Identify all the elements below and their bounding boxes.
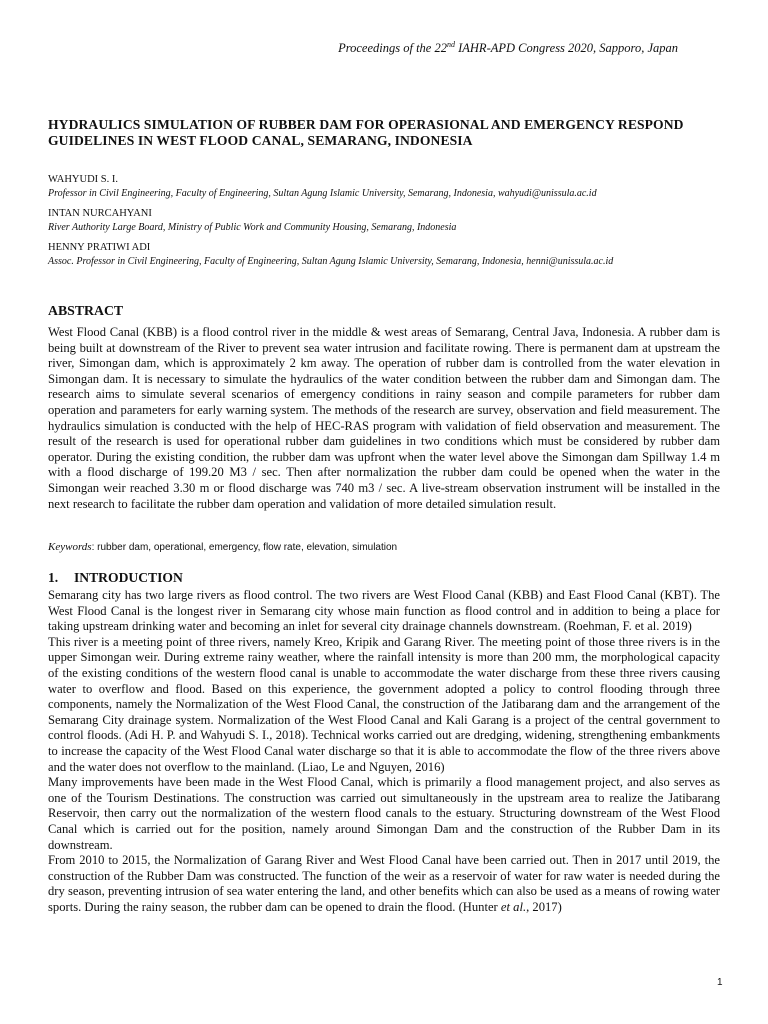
abstract-body: West Flood Canal (KBB) is a flood control river in the middle & west areas of Semarang, Central Java, Indonesia. A rubber dam is being built at downstream of the River to prevent sea water intrusion and facilitate rowing. There is permanent dam at upstream the river, Simongan dam, which is approximately 2 km away. The operation of rubber dam is controlled from the water elevation in Simongan dam. It is necessary to simulate the hydraulics of the water condition between the rubber dam and Simongan dam. The research aims to simulate several scenarios of emergency conditions in rainy season and compile parameters for rubber dam operation and parameters for early warning system. The methods of the research are survey, observation and field measurement. The hydraulics simulation is conducted with the help of HEC-RAS program with validation of field observation and measurement. The result of the research is used for operational rubber dam guidelines in two conditions which must be considered by rubber dam operator. During the existing condition, the rubber dam was upfront when the water level above the Simongan dam Spillway 1.4 m with a flood discharge of 199.20 M3 / sec. Then after normalization the rubber dam could be opened when the water in the Simongan weir reached 3.30 m or flood discharge was 740 m3 / sec. A live-stream observation instrument will be installed in the next research to facilitate the rubber dam operation and validation of more detailed simulation result. xyxy=(48,325,720,511)
keywords-text: : rubber dam, operational, emergency, flow rate, elevation, simulation xyxy=(91,542,398,553)
section-title: INTRODUCTION xyxy=(74,570,183,585)
paper-title: HYDRAULICS SIMULATION OF RUBBER DAM FOR OPERASIONAL AND EMERGENCY RESPOND GUIDELINES IN WEST FLOOD CANAL, SEMARANG, INDONESIA xyxy=(48,117,684,148)
introduction-body xyxy=(48,588,720,915)
paragraph: From 2010 to 2015, the Normalization of Garang River and West Flood Canal have been carried out. Then in 2017 until 2019, the construction of the Rubber Dam was constructed. The function of the weir as a reservoir of water for raw water is needed during the dry season, preventing intrusion of sea water entering the land, and other benefits which can also be used as a means of rowing water sports. During the rainy season, the rubber dam can be opened to drain the flood. (Hunter et al., 2017) xyxy=(48,853,720,914)
keywords-label: Keywords xyxy=(48,541,92,553)
author-name: WAHYUDI S. I. xyxy=(48,174,118,185)
paragraph: This river is a meeting point of three rivers, namely Kreo, Kripik and Garang River. The meeting point of those three rivers is in the upper Simongan weir. During extreme rainy weather, where the rainfall intensity is more than 200 mm, the morphological capacity of the existing conditions of the western flood canal is unable to accommodate the water discharge from these three rivers causing water to overflow and flood. Based on this experience, the government adopted a policy to control flooding through three components, namely the Normalization of the West Flood Canal, the construction of the Jatibarang dam and the arrangement of the Semarang City drainage system. Normalization of the West Flood Canal and Kali Garang is a project of the central government to control floods. (Adi H. P. and Wahyudi S. I., 2018). Technical works carried out are dredging, widening, strengthening embankments to increase the capacity of the West Flood Canal water discharge so that it is able to accommodate the flow of the three rivers above and the water does not overflow to the mainland. (Liao, Le and Nguyen, 2016) xyxy=(48,634,720,774)
paragraph: Many improvements have been made in the West Flood Canal, which is primarily a flood management project, and also serves as one of the Tourism Destinations. The construction was carried out simultaneously in the upstream area to realize the Jatibarang Reservoir, then carry out the normalization of the western flood canals to the estuary. Structuring downstream of the West Flood Canal which is carried out for the position, namely around Simongan Dam and the construction of the Rubber Dam in its downstream. xyxy=(48,775,720,852)
page-number: 1 xyxy=(717,977,723,988)
author-block xyxy=(48,207,728,234)
author-block xyxy=(48,241,728,268)
abstract-heading: ABSTRACT xyxy=(48,303,124,318)
author-affiliation: Assoc. Professor in Civil Engineering, Faculty of Engineering, Sultan Agung Islamic University, Semarang, Indonesia, henni@unissula.ac.id xyxy=(48,256,614,267)
author-affiliation: River Authority Large Board, Ministry of Public Work and Community Housing, Semarang, Indonesia xyxy=(48,222,457,233)
author-name: INTAN NURCAHYANI xyxy=(48,208,152,219)
author-block xyxy=(48,173,728,200)
running-header: Proceedings of the 22nd IAHR-APD Congress 2020, Sapporo, Japan xyxy=(338,40,678,56)
introduction-heading xyxy=(48,570,183,586)
author-name: HENNY PRATIWI ADI xyxy=(48,242,151,253)
section-number: 1. xyxy=(48,570,59,585)
author-list xyxy=(48,173,728,275)
paragraph: Semarang city has two large rivers as flood control. The two rivers are West Flood Canal (KBB) and East Flood Canal (KBT). The West Flood Canal is the longest river in Semarang city whose main function as flood control and in addition to being a place for taking upstream drinking water and becoming an inlet for several city drainage channels downstream. (Roehman, F. et al. 2019) xyxy=(48,588,720,634)
keywords-line xyxy=(48,541,397,553)
author-affiliation: Professor in Civil Engineering, Faculty of Engineering, Sultan Agung Islamic University, Semarang, Indonesia, wahyudi@unissula.ac.id xyxy=(48,188,597,199)
